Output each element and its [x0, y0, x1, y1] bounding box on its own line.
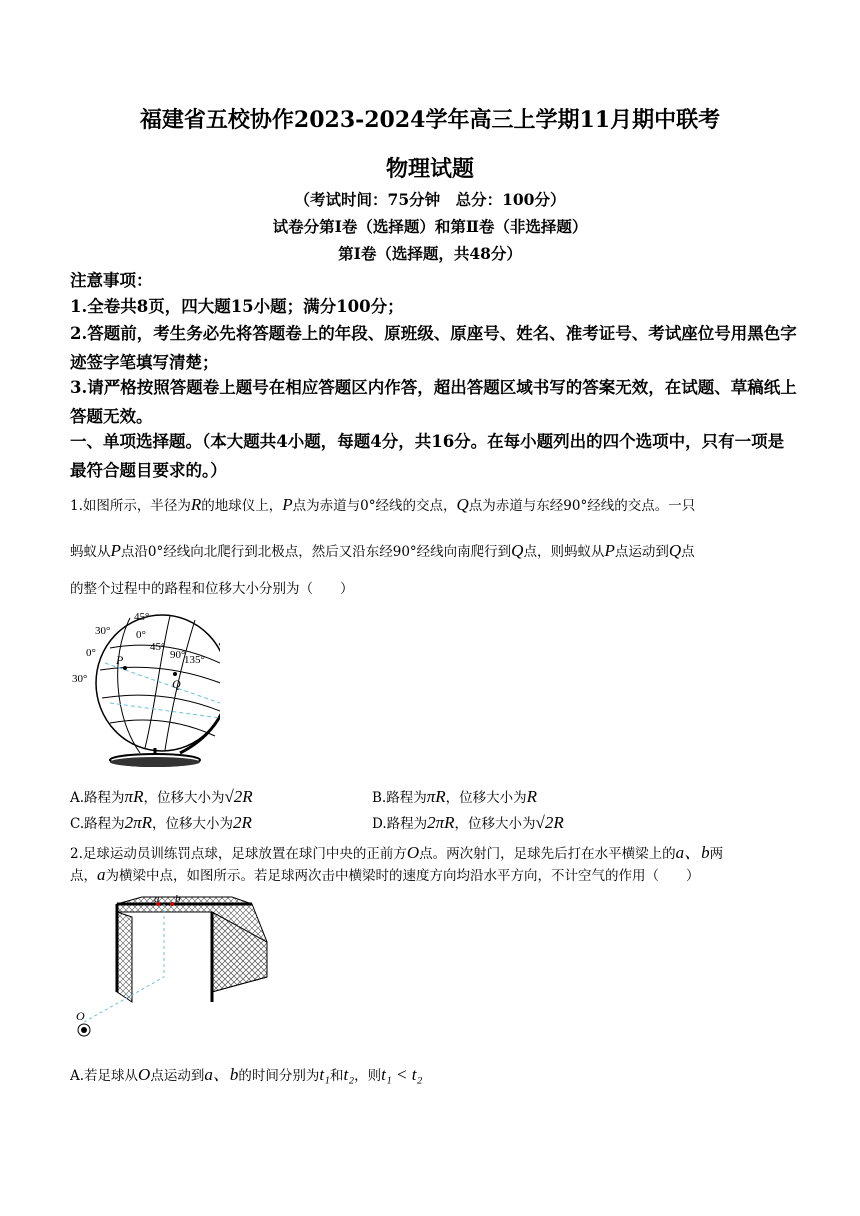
q1-option-d[interactable]: D.路程为2πR，位移大小为√2R: [372, 813, 564, 832]
volume-info: 试卷分第Ⅰ卷（选择题）和第Ⅱ卷（非选择题）: [272, 217, 588, 236]
document-title: 福建省五校协作2023-2024学年高三上学期11月期中联考: [139, 107, 721, 133]
note-item: 3.请严格按照答题卷上题号在相应答题区内作答，超出答题区域书写的答案无效，在试题、草稿纸上答题无效。: [70, 378, 797, 426]
q1-line2: 蚂蚁从P点沿0°经线向北爬行到北极点，然后又沿东经90°经线向南爬行到Q点，则蚂蚁从P点运动到Q点: [70, 541, 695, 560]
goal-figure: [72, 892, 272, 1042]
part1-header: 第Ⅰ卷（选择题，共48分）: [338, 244, 522, 263]
exam-info: （考试时间：75分钟 总分：100分）: [294, 190, 566, 209]
q2-line2: 点，a为横梁中点，如图所示。若足球两次击中横梁时的速度方向均沿水平方向，不计空气的作用（ ）: [70, 865, 700, 884]
fig-label: 0°: [86, 647, 96, 659]
globe-figure: [70, 608, 220, 768]
notes-heading: 注意事项：: [70, 271, 153, 290]
fig-label-Q: Q: [172, 677, 181, 691]
var-Q: Q: [456, 495, 469, 514]
q2-line1: 2.足球运动员训练罚点球，足球放置在球门中央的正前方O点。两次射门，足球先后打在水平横梁上的a、b两: [70, 843, 724, 862]
q1-option-a[interactable]: A.路程为πR，位移大小为√2R: [70, 787, 253, 806]
q2-option-a[interactable]: A.若足球从O点运动到a、b的时间分别为t₁和t₂，则t₁ < t₂: [70, 1065, 423, 1084]
fig-label-P: P: [116, 653, 124, 667]
fig-label: 90°: [170, 649, 186, 661]
note-item: 1.全卷共8页，四大题15小题；满分100分；: [70, 297, 404, 316]
q1-line1: 1.如图所示，半径为R的地球仪上，P点为赤道与0°经线的交点，Q点为赤道与东经90°经线的交点。一只: [70, 495, 696, 514]
fig-label: 30°: [95, 625, 111, 637]
section-heading: 一、单项选择题。（本大题共4小题，每题4分，共16分。在每小题列出的四个选项中，只有一项是最符合题目要求的。）: [70, 432, 785, 480]
document-subtitle: 物理试题: [385, 156, 474, 182]
fig-label-a: a: [154, 893, 160, 905]
fig-label: 0°: [136, 629, 146, 641]
fig-label: 30°: [72, 673, 88, 685]
q1-option-b[interactable]: B.路程为πR，位移大小为R: [372, 787, 538, 806]
fig-label-b: b: [175, 893, 181, 905]
var-P: P: [282, 495, 293, 514]
fig-label: 45°: [150, 641, 166, 653]
fig-label: 135°: [184, 654, 205, 666]
q1-line3: 的整个过程中的路程和位移大小分别为（ ）: [70, 581, 354, 597]
fig-label: 45°: [134, 611, 150, 623]
note-item: 2.答题前，考生务必先将答题卷上的年段、原班级、原座号、姓名、准考证号、考试座位号用黑色字迹签字笔填写清楚；: [70, 324, 797, 372]
fig-label-O: O: [76, 1009, 85, 1023]
q1-option-c[interactable]: C.路程为2πR，位移大小为2R: [70, 813, 252, 832]
var-R: R: [190, 495, 202, 514]
